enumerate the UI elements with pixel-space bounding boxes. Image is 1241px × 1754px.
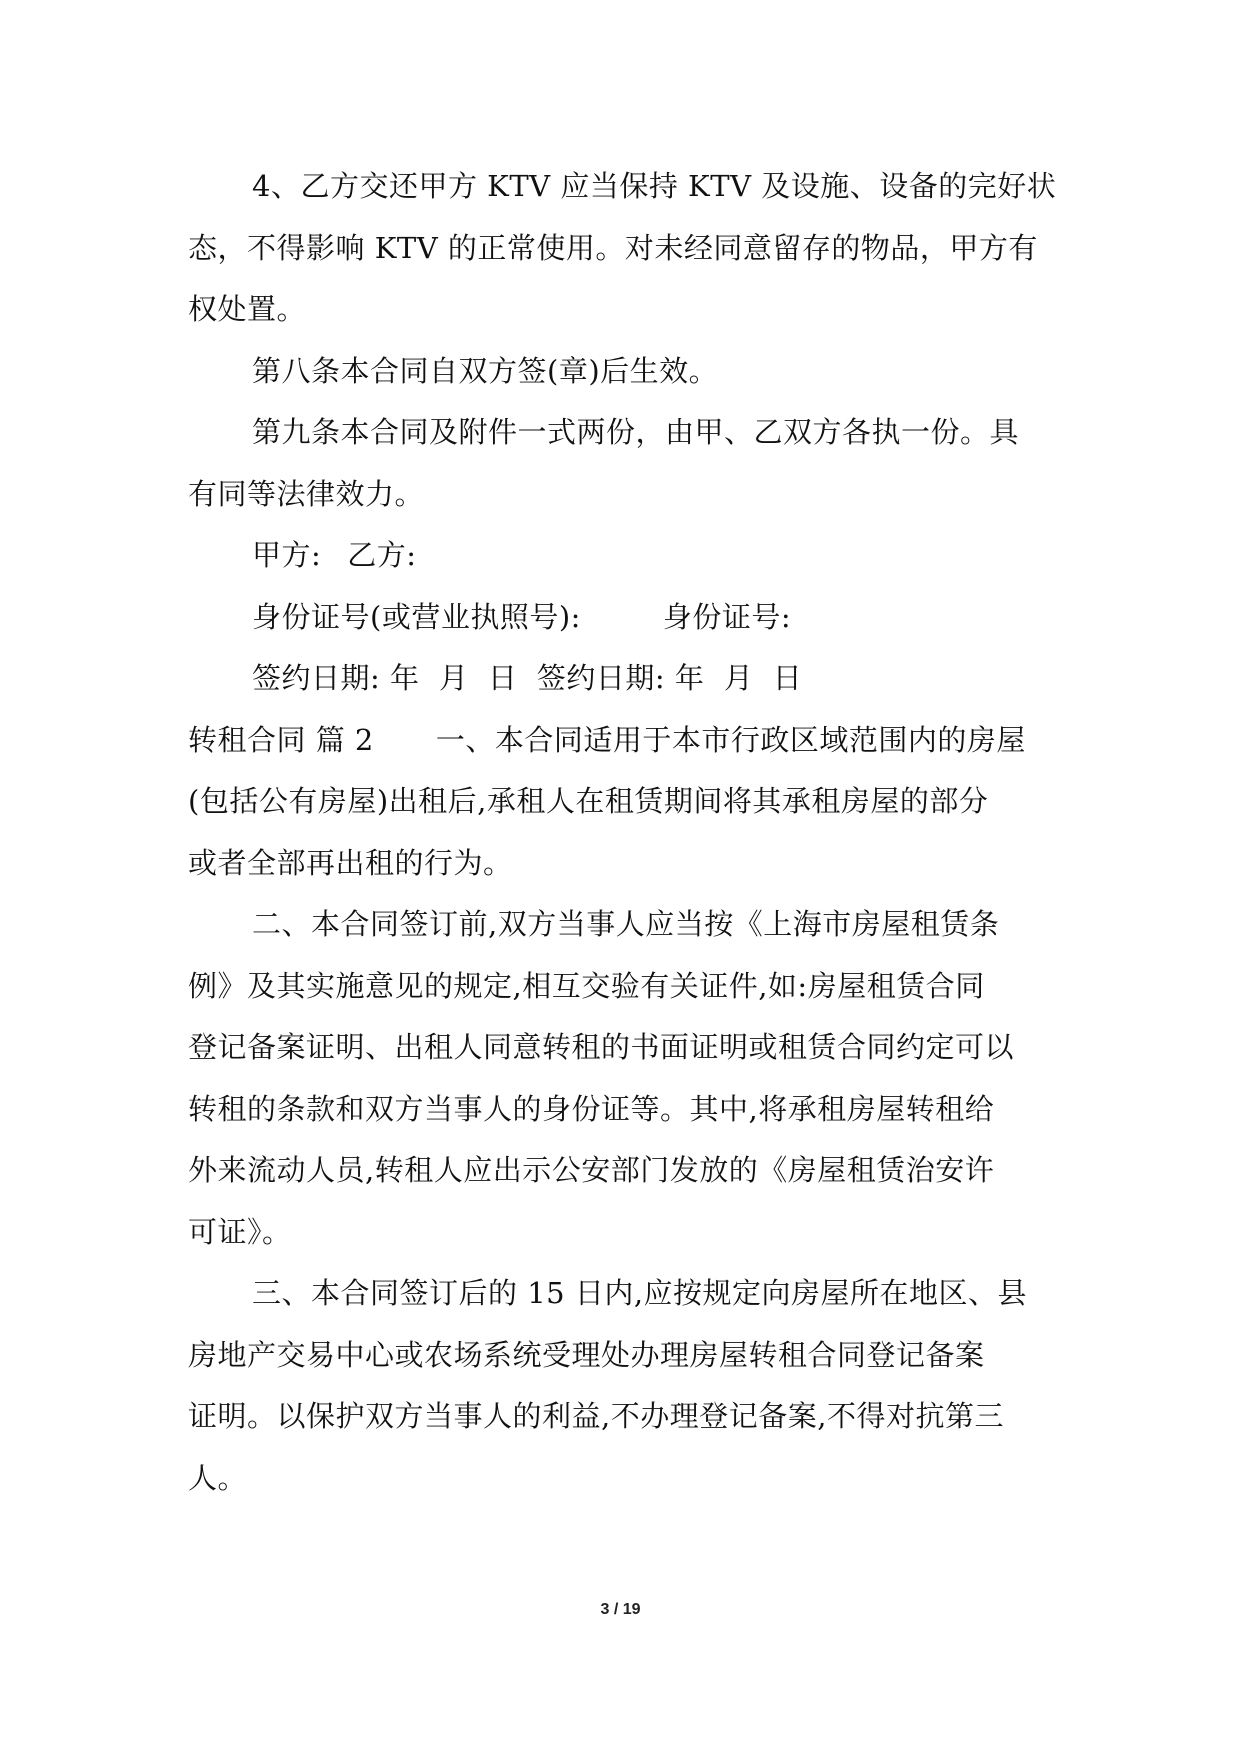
paragraph-line: (包括公有房屋)出租后,承租人在租赁期间将其承租房屋的部分 [188,784,989,818]
paragraph-line: 权处置。 [188,292,307,326]
paragraph-line: 第九条本合同及附件一式两份，由甲、乙双方各执一份。具 [252,415,1020,449]
date-b-month: 月 [723,661,754,695]
paragraph-line: 4、乙方交还甲方 KTV 应当保持 KTV 及设施、设备的完好状 [252,169,1057,203]
paragraph-line: 房地产交易中心或农场系统受理处办理房屋转租合同登记备案 [188,1337,985,1372]
paragraph-line: 证明。以保护双方当事人的利益,不办理登记备案,不得对抗第三 [188,1399,1004,1433]
paragraph-line: 或者全部再出租的行为。 [188,845,513,880]
paragraph-line: 例》及其实施意见的规定,相互交验有关证件,如:房屋租赁合同 [188,968,985,1003]
date-b-label: 签约日期: [536,661,666,695]
party-a-label: 甲方: [252,538,322,572]
date-a-label: 签约日期: [252,661,381,695]
date-b-day: 日 [772,661,803,695]
section-heading: 转租合同 篇 2 [188,722,374,757]
page-number: 3 / 19 [600,1601,641,1618]
paragraph-line: 一、本合同适用于本市行政区域范围内的房屋 [435,722,1026,757]
section-heading-line [188,710,1054,772]
signature-date-line [188,648,1054,710]
party-b-label: 乙方: [347,538,417,572]
date-a-year: 年 [390,661,420,695]
paragraph-line: 二、本合同签订前,双方当事人应当按《上海市房屋租赁条 [252,907,1000,941]
paragraph-line: 可证》。 [188,1214,292,1249]
paragraph-line: 有同等法律效力。 [188,476,425,511]
date-b-year: 年 [674,661,705,695]
date-a-day: 日 [487,661,518,695]
id-label-b: 身份证号: [662,599,792,634]
paragraph-line: 转租的条款和双方当事人的身份证等。其中,将承租房屋转租给 [188,1091,995,1126]
signature-party-line [188,525,1054,587]
paragraph-line: 登记备案证明、出租人同意转租的书面证明或租赁合同约定可以 [188,1030,1015,1064]
paragraph-line: 第八条本合同自双方签(章)后生效。 [252,353,719,388]
date-a-month: 月 [438,661,469,695]
signature-id-line [188,587,1054,649]
paragraph-line: 外来流动人员,转租人应出示公安部门发放的《房屋租赁治安许 [188,1153,995,1187]
paragraph-line: 人。 [188,1460,248,1495]
document-body [188,156,1057,1509]
paragraph-line: 态，不得影响 KTV 的正常使用。对未经同意留存的物品，甲方有 [188,230,1038,265]
paragraph-line: 三、本合同签订后的 15 日内,应按规定向房屋所在地区、县 [252,1276,1028,1310]
id-label-a: 身份证号(或营业执照号): [252,599,581,634]
